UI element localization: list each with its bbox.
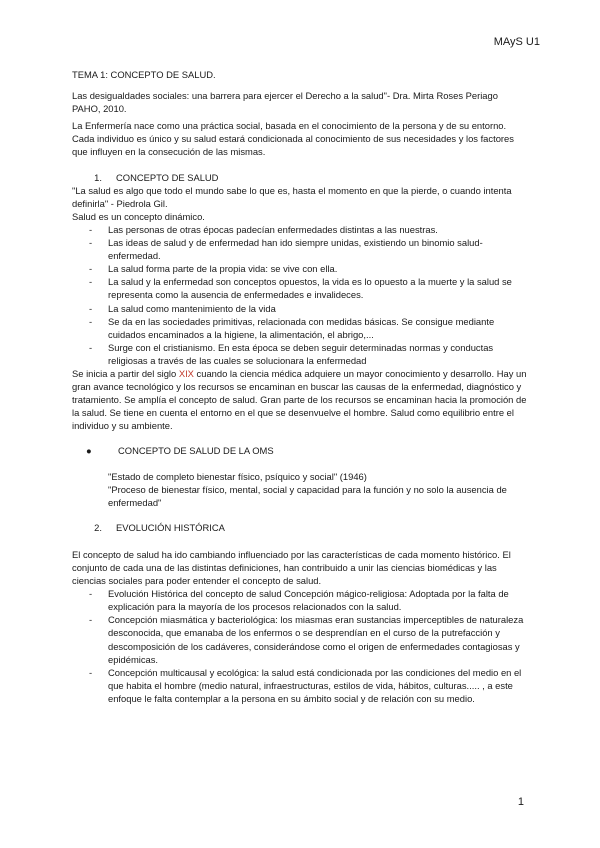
- intro-paragraph: La Enfermería nace como una práctica social, basada en el conocimiento de la persona y de su entorno. Cada individuo es único y su salud estará condicionada al conocimiento de sus necesidades y los factores que influyen en la consecución de las mismas.: [72, 120, 514, 158]
- closing-text-end: cuando la ciencia médica adquiere un mayor conocimiento y desarrollo. Hay un gran avance tecnológico y los recursos se encaminan en buscar las causas de la enfermedad, diagnóstico y tratamiento. Se amplía el concepto de salud. Gran parte de los recursos se encaminan hacia la promoción de la salud. Se tiene en cuenta el entorno en el que se desenvuelve el hombre. Salud como equilibrio entre el individuo y su ambiente.: [72, 367, 527, 432]
- page-header-label: MAyS U1: [493, 36, 540, 48]
- page-number: 1: [517, 796, 524, 808]
- oms-quote-1: "Estado de completo bienestar físico, psíquico y social" (1946): [108, 470, 367, 482]
- list-item: - Evolución Histórica del concepto de salud Concepción mágico-religiosa: Adoptada por la falta de explicación para la mayoría de los procesos relacionados con la salud.: [72, 587, 527, 613]
- document-subtitle: Las desigualdades sociales: una barrera para ejercer el Derecho a la salud"- Dra. Mirta Roses Periago PAHO, 2010.: [72, 90, 498, 115]
- list-item: - Surge con el cristianismo. En esta época se deben seguir determinadas normas y conductas religiosas a través de las cuales se solucionara la enfermedad: [72, 341, 527, 367]
- closing-text-start: Se inicia a partir del siglo: [72, 367, 179, 379]
- section-2-number: 2.: [94, 521, 102, 533]
- list-item: - La salud como mantenimiento de la vida: [72, 302, 527, 315]
- section-2-list: [72, 587, 527, 705]
- section-1-closing: [72, 367, 527, 432]
- section-2-paragraph: El concepto de salud ha ido cambiando influenciado por las características de cada momento histórico. El conjunto de cada una de las distintas definiciones, han contribuido a unir las ciencias biomédicas y las ciencias sociales para poder entender el concepto de salud.: [72, 548, 511, 587]
- section-1-title: CONCEPTO DE SALUD: [116, 171, 219, 183]
- oms-title: CONCEPTO DE SALUD DE LA OMS: [118, 445, 274, 457]
- list-item: - La salud forma parte de la propia vida: se vive con ella.: [72, 262, 527, 275]
- oms-quotes: [72, 470, 527, 509]
- section-1-list: [72, 223, 527, 367]
- section-1-number: 1.: [94, 171, 102, 183]
- section-1-heading: [72, 171, 527, 184]
- oms-heading: [72, 444, 527, 457]
- list-item: - Las personas de otras épocas padecían enfermedades distintas a las nuestras.: [72, 223, 527, 236]
- bullet-icon: ●: [86, 445, 92, 457]
- list-item: - Concepción multicausal y ecológica: la salud está condicionada por las condiciones del medio en el que habita el hombre (medio natural, infraestructuras, estilos de vida, hábitos, culturas..... , a este enfoque le falta contemplar a la persona en su ámbito social y de relación con su medio.: [72, 666, 527, 705]
- section-1-quote: "La salud es algo que todo el mundo sabe lo que es, hasta el momento en que la pierde, o cuando intenta definirla" - Piedrola Gil.: [72, 184, 512, 209]
- section-1-statement: Salud es un concepto dinámico.: [72, 210, 205, 222]
- section-2-title: EVOLUCIÓN HISTÓRICA: [116, 521, 225, 533]
- century-highlight: XIX: [178, 367, 194, 379]
- section-2-heading: [72, 521, 527, 534]
- document-body: [72, 68, 527, 705]
- oms-quote-2: "Proceso de bienestar físico, mental, social y capacidad para la función y no solo la ausencia de enfermedad": [108, 483, 507, 508]
- list-item: - Se da en las sociedades primitivas, relacionada con medidas básicas. Se consigue mediante cuidados encaminados a la higiene, la alimentación, el abrigo,...: [72, 315, 527, 341]
- document-title: TEMA 1: CONCEPTO DE SALUD.: [72, 69, 216, 80]
- list-item: - Concepción miasmática y bacteriológica: los miasmas eran sustancias imperceptibles de naturaleza desconocida, que emanaba de los enfermos o se desprendían en el curso de la putrefacción y descomposición de los cadáveres, considerándose como el origen de enfermedades contagiosas y epidémicas.: [72, 613, 527, 665]
- list-item: - La salud y la enfermedad son conceptos opuestos, la vida es lo opuesto a la muerte y la salud se representa como la ausencia de enfermedades e invalideces.: [72, 275, 527, 301]
- list-item: - Las ideas de salud y de enfermedad han ido siempre unidas, existiendo un binomio salud-enfermedad.: [72, 236, 527, 262]
